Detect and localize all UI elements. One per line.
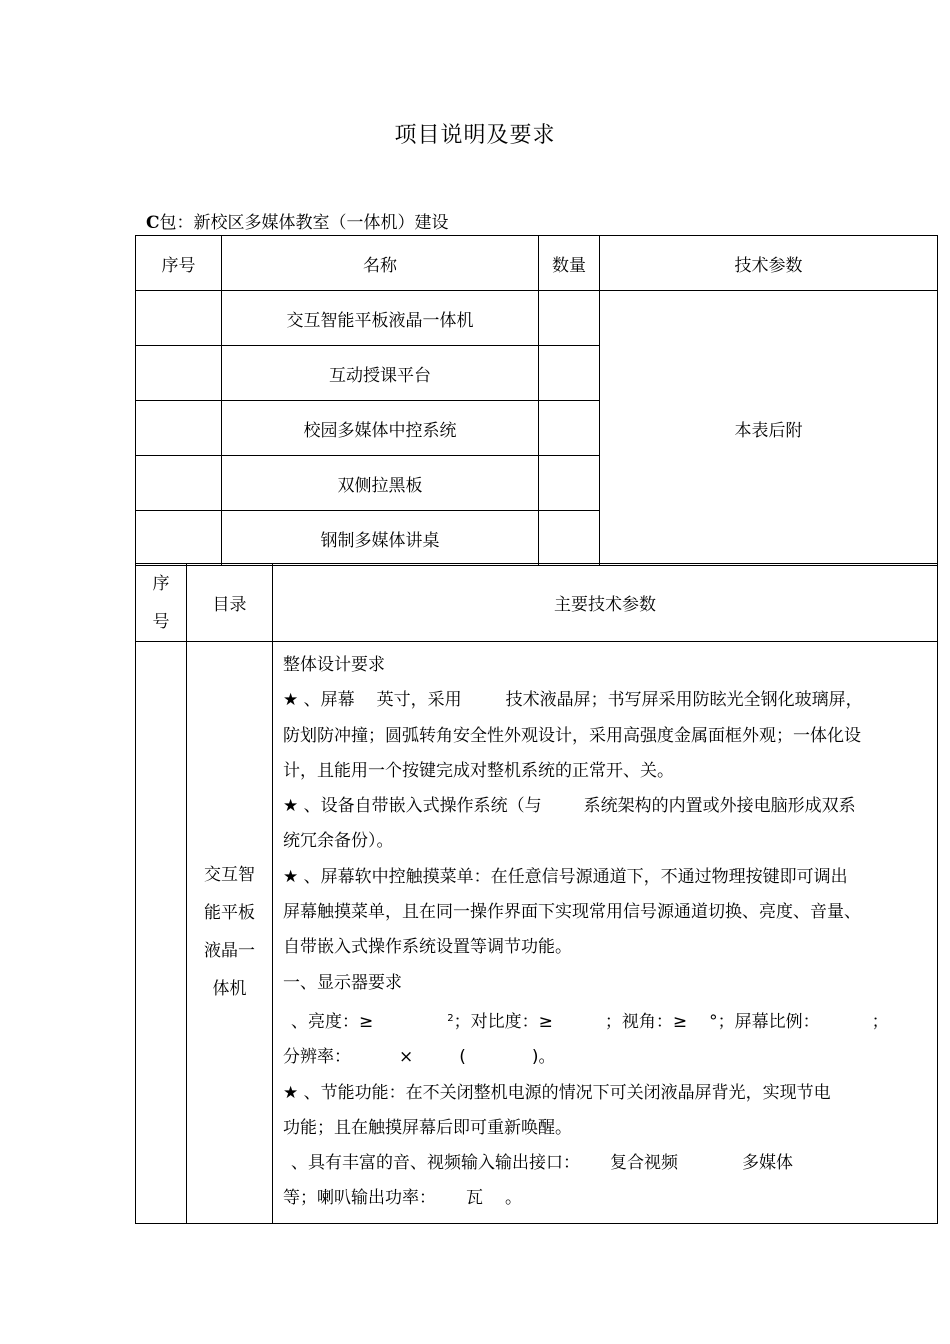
spec-catalog-cell: [187, 642, 273, 1224]
param-text: 瓦: [466, 1188, 483, 1209]
param-line: [283, 1146, 929, 1181]
row-seq-cell: [136, 456, 222, 511]
row-qty-cell: [539, 511, 600, 566]
package-heading: [146, 208, 449, 233]
row-qty-cell: [539, 291, 600, 346]
param-line: 统冗余备份）。: [283, 831, 394, 852]
spec-header-row: [136, 564, 938, 642]
param-text: 。: [505, 1188, 522, 1209]
param-text: 复合视频: [610, 1153, 678, 1174]
row-qty-cell: [539, 401, 600, 456]
table-row: [136, 291, 938, 346]
spec-row: [136, 642, 938, 1224]
header-seq: 序号: [136, 236, 222, 291]
row-seq-cell: [136, 346, 222, 401]
param-line: [283, 1181, 929, 1216]
table-header-row: [136, 236, 938, 291]
catalog-line: 液晶一: [204, 941, 255, 962]
row-name-cell: 钢制多媒体讲桌: [222, 511, 539, 566]
seq-char-1: 序: [152, 573, 170, 594]
row-name-cell: 校园多媒体中控系统: [222, 401, 539, 456]
spec-params-cell: [273, 642, 938, 1224]
param-line: 自带嵌入式操作系统设置等调节功能。: [283, 937, 572, 958]
param-line: [283, 1001, 929, 1040]
package-letter: C: [146, 213, 160, 233]
param-text: 、具有丰富的音、视频输入输出接口：: [291, 1153, 580, 1174]
seq-char-2: 号: [152, 611, 170, 632]
param-text: °；屏幕比例：: [709, 1011, 820, 1032]
param-line: [283, 789, 929, 824]
row-name-cell: 互动授课平台: [222, 346, 539, 401]
param-line: [283, 1040, 929, 1075]
header-qty: 数量: [539, 236, 600, 291]
row-name-cell: 双侧拉黑板: [222, 456, 539, 511]
param-line: 一、显示器要求: [283, 972, 402, 993]
spec-header-params: 主要技术参数: [273, 564, 938, 642]
param-text: ；对比度：≥: [453, 1011, 553, 1032]
row-seq-cell: [136, 291, 222, 346]
row-qty-cell: [539, 456, 600, 511]
package-text: 包：新校区多媒体教室（一体机）建设: [159, 213, 449, 233]
param-text: ★ 、屏幕: [283, 690, 355, 711]
param-text: 、亮度：≥: [291, 1011, 374, 1032]
param-line: 整体设计要求: [283, 655, 385, 675]
param-text: 等；喇叭输出功率：: [283, 1188, 436, 1209]
param-text: 技术液晶屏；书写屏采用防眩光全钢化玻璃屏，: [505, 690, 863, 711]
param-line: 功能；且在触摸屏幕后即可重新唤醒。: [283, 1117, 572, 1138]
spec-header-catalog: 目录: [187, 564, 273, 642]
row-seq-cell: [136, 511, 222, 566]
param-line: ★ 、屏幕软中控触摸菜单：在任意信号源通道下，不通过物理按键即可调出: [283, 866, 848, 887]
params-note-cell: 本表后附: [600, 291, 938, 566]
superscript: 2: [447, 1012, 454, 1024]
row-seq-cell: [136, 401, 222, 456]
row-name-cell: 交互智能平板液晶一体机: [222, 291, 539, 346]
param-text: (: [459, 1047, 466, 1068]
param-line: 计，且能用一个按键完成对整机系统的正常开、关。: [283, 760, 674, 781]
spec-header-seq: [136, 564, 187, 642]
param-text: 系统架构的内置或外接电脑形成双系: [583, 796, 856, 817]
param-text: 分辨率：: [283, 1047, 351, 1068]
spec-table: [135, 563, 938, 1224]
param-line: 屏幕触摸菜单，且在同一操作界面下实现常用信号源通道切换、亮度、音量、: [283, 902, 861, 923]
param-line: ★ 、节能功能：在不关闭整机电源的情况下可关闭液晶屏背光，实现节电: [283, 1082, 831, 1103]
row-qty-cell: [539, 346, 600, 401]
param-text: ×: [399, 1047, 414, 1068]
param-line: [283, 683, 929, 718]
param-text: )。: [531, 1047, 556, 1068]
items-table: [135, 235, 938, 566]
param-text: ★ 、设备自带嵌入式操作系统（与: [283, 796, 542, 817]
catalog-line: 体机: [212, 979, 247, 1000]
header-params: 技术参数: [600, 236, 938, 291]
param-text: ；: [871, 1011, 889, 1032]
param-text: 英寸，采用: [376, 690, 462, 711]
param-text: ；视角：≥: [604, 1011, 688, 1032]
param-text: 多媒体: [742, 1153, 793, 1174]
spec-seq-cell: [136, 642, 187, 1224]
page-title: 项目说明及要求: [394, 123, 556, 148]
catalog-line: 能平板: [204, 903, 255, 924]
param-line: 防划防冲撞；圆弧转角安全性外观设计，采用高强度金属面框外观；一体化设: [283, 725, 861, 746]
catalog-line: 交互智: [204, 865, 255, 886]
header-name: 名称: [222, 236, 539, 291]
